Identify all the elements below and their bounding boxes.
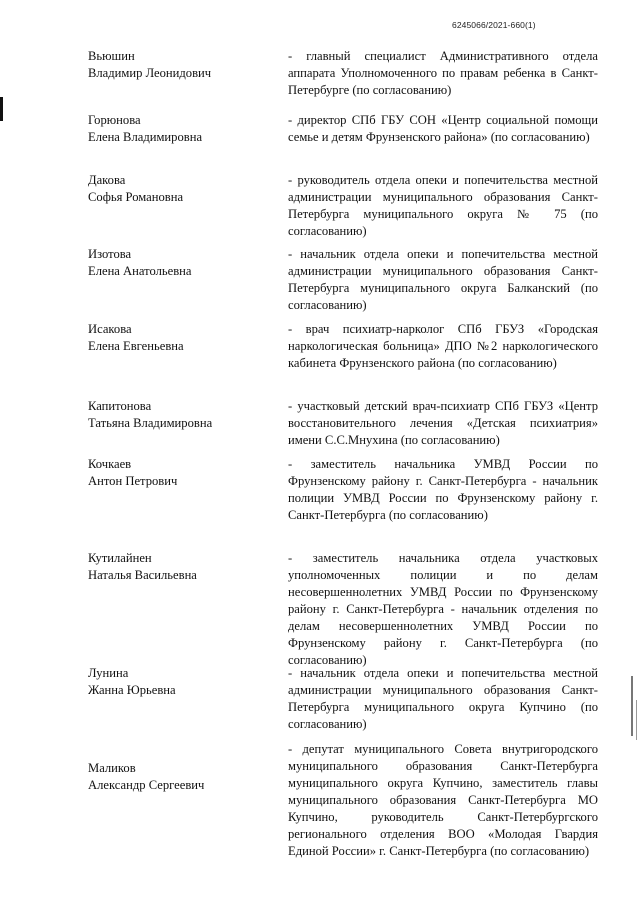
member-role: - главный специалист Административного отдела аппарата Уполномоченного по правам ребенка в Санкт-Петербурге (по согласованию) (288, 49, 598, 97)
member-name: Горюнова Елена Владимировна (88, 113, 203, 144)
member-role: - участковый детский врач-психиатр СПб ГБУЗ «Центр восстановительного лечения «Детская психиатрия» имени С.С.Мнухина (по согласованию) (288, 399, 598, 447)
member-name: Лунина Жанна Юрьевна (88, 666, 176, 697)
member-name: Исакова Елена Евгеньевна (88, 322, 184, 353)
member-name: Капитонова Татьяна Владимировна (88, 399, 213, 430)
scan-speck (631, 676, 633, 736)
member-name: Вьюшин Владимир Леонидович (88, 49, 212, 80)
margin-mark (0, 97, 3, 121)
member-name: Маликов Александр Сергеевич (88, 761, 205, 792)
member-role: - начальник отдела опеки и попечительства местной администрации муниципального образования Санкт-Петербурга муниципального округа Балканский (по согласованию) (288, 247, 598, 312)
member-role: - заместитель начальника УМВД России по Фрунзенскому району г. Санкт-Петербурга - начальник полиции УМВД России по Фрунзенскому району г. Санкт-Петербурга (по согласованию) (288, 457, 598, 522)
member-name: Дакова Софья Романовна (88, 173, 184, 204)
document-number: 6245066/2021-660(1) (452, 20, 536, 30)
member-role: - директор СПб ГБУ СОН «Центр социальной помощи семье и детям Фрунзенского района» (по согласованию) (288, 113, 598, 144)
member-role: - врач психиатр-нарколог СПб ГБУЗ «Городская наркологическая больница» ДПО №2 наркологического кабинета Фрунзенского района (по согласованию) (288, 322, 598, 370)
scan-speck (636, 700, 637, 740)
member-role: - руководитель отдела опеки и попечительства местной администрации муниципального образования Санкт-Петербурга муниципального округа № 75 (по согласованию) (288, 173, 598, 238)
member-name: Кочкаев Антон Петрович (88, 457, 178, 488)
member-role: - депутат муниципального Совета внутригородского муниципального образования Санкт-Петербурга муниципального округа Купчино, заместитель главы муниципального образования Санкт-Петербурга МО Купчино, руководитель Санкт-Петербургского регионального отделения ВОО «Молодая Гвардия Единой России» г. Санкт-Петербурга (по согласованию) (288, 742, 598, 858)
member-role: - начальник отдела опеки и попечительства местной администрации муниципального образования Санкт-Петербурга муниципального округа Купчино (по согласованию) (288, 666, 598, 731)
member-name: Изотова Елена Анатольевна (88, 247, 192, 278)
member-name: Кутилайнен Наталья Васильевна (88, 551, 197, 582)
member-role: - заместитель начальника отдела участковых уполномоченных полиции и по делам несовершеннолетних УМВД России по Фрунзенскому району г. Санкт-Петербурга - начальник отделения по делам несовершеннолетних УМВД России по Фрунзенскому району г. Санкт-Петербурга (по согласованию) (288, 551, 598, 667)
